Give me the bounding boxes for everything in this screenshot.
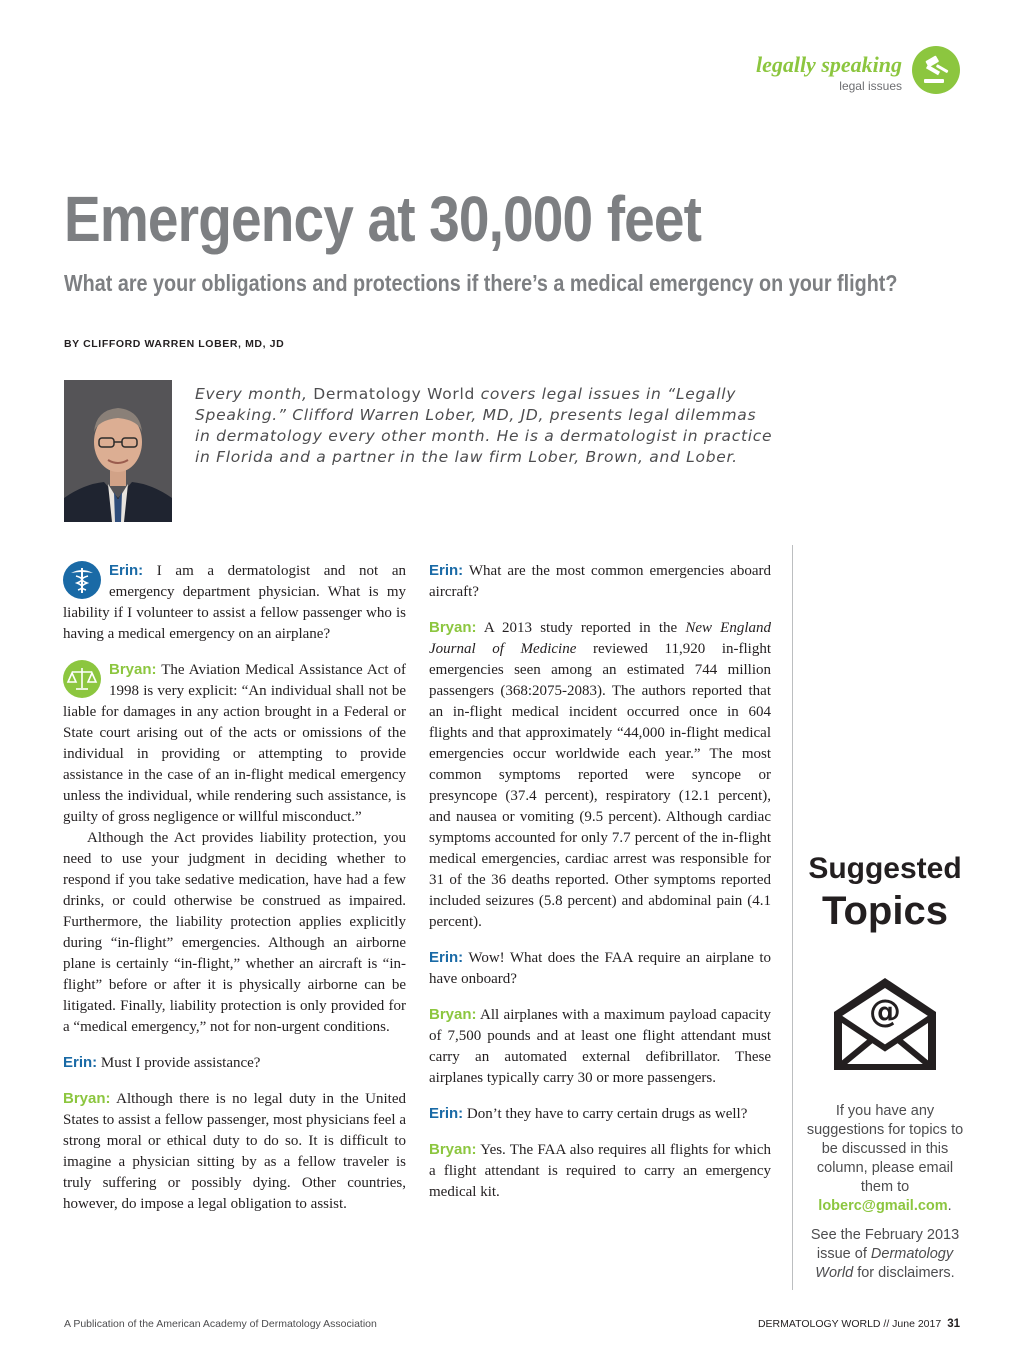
erin-question-2 (63, 1052, 406, 1074)
bryan-answer-4 (429, 1004, 771, 1089)
erin-q1-text: I am a dermatologist and not an emergency department physician. What is my liability if I volunteer to assist a fellow passenger who is having a medical emergency on an airplane? (63, 563, 406, 642)
erin-question-1 (63, 560, 406, 645)
intro-lead: Every month, (195, 385, 308, 403)
author-photo (64, 380, 172, 522)
scales-of-justice-icon (63, 660, 101, 698)
bryan-a3-post: reviewed 11,920 in-flight emergencies seen among an estimated 744 million passengers (368:2075-2083). The authors reported that an in-flight medical incident occurred once in 604 flights and that approximately “44,000 in-flight medical emergencies occur worldwide each year.” The most common symptoms reported were syncope or presyncope (37.4 percent), respiratory (12.1 percent), and nausea or vomiting (9.5 percent). Although cardiac symptoms accounted for only 7.7 percent of the in-flight medical emergencies, cardiac arrest was responsible for 31 of the 36 deaths reported. Other symptoms reported included seizures (5.8 percent) and abdominal pain (4.1 percent). (429, 641, 772, 930)
footer-issue (758, 1318, 960, 1330)
bryan-a5-text: Yes. The FAA also requires all flights for which a flight attendant is required to carry an emergency medical kit. (429, 1142, 771, 1200)
bryan-a3-pre: A 2013 study reported in the (483, 620, 678, 636)
speaker-erin: Erin: (109, 562, 144, 579)
bryan-answer-5 (429, 1139, 771, 1203)
suggested-topics-sidebar (800, 850, 970, 1283)
disclaimer-pre: See the February 2013 issue of (810, 1227, 960, 1262)
middle-column (429, 560, 771, 1217)
speaker-bryan: Bryan: (63, 1090, 111, 1107)
sidebar-title-line1: Suggested (808, 852, 962, 885)
bryan-answer-3 (429, 617, 771, 933)
email-envelope-icon (830, 974, 940, 1074)
footer-publication: A Publication of the American Academy of Dermatology Association (64, 1318, 377, 1330)
bryan-a1-p1-text: The Aviation Medical Assistance Act of 1998 is very explicit: “An individual shall not be liable for damages in any action brought in a Federal or State court arising out of the acts or omissions of the individual in providing or attempting to provide assistance in the case of an in-flight medical emergency unless the individual, while rendering such assistance, is guilty of gross negligence or willful misconduct.” (63, 662, 406, 825)
byline: BY CLIFFORD WARREN LOBER, MD, JD (64, 338, 285, 350)
disclaimer-post: for disclaimers. (857, 1265, 955, 1281)
sidebar-email-link[interactable]: loberc@gmail.com (818, 1198, 948, 1214)
erin-question-3 (429, 560, 771, 603)
sidebar-text-body: If you have any suggestions for topics to be discussed in this column, please email them to (806, 1103, 964, 1195)
section-badge (720, 44, 960, 100)
gavel-icon (912, 46, 960, 94)
article-subtitle: What are your obligations and protections if there’s a medical emergency on your flight? (64, 270, 898, 296)
svg-text:@: @ (869, 992, 901, 1030)
sidebar-period: . (947, 1198, 952, 1214)
speaker-erin: Erin: (429, 562, 464, 579)
intro-rest: covers legal issues in “Legally Speaking.” Clifford Warren Lober, MD, JD, presents legal dilemmas in dermatology every other month. He is a dermatologist in practice in Florida and a partner in the law firm Lober, Brown, and Lober. (195, 385, 773, 466)
speaker-bryan: Bryan: (429, 1141, 477, 1158)
medical-caduceus-icon (63, 561, 101, 599)
bryan-a4-text: All airplanes with a maximum payload capacity of 7,500 pounds and at least one flight attendant must carry an automated external defibrillator. These airplanes typically carry 30 or more passengers. (429, 1007, 771, 1086)
speaker-erin: Erin: (429, 1105, 464, 1122)
left-column (63, 560, 406, 1229)
section-subtitle: legal issues (839, 79, 902, 93)
erin-question-5 (429, 1103, 771, 1125)
sidebar-disclaimer (800, 1226, 970, 1283)
intro-publication: Dermatology World (313, 385, 476, 403)
bryan-answer-1-continued: Although the Act provides liability protection, you need to use your judgment in deciding whether to respond if you take sedative medication, have had a few drinks, or could otherwise be construed as impaired. Furthermore, the liability protection applies explicitly during “in-flight” emergencies. Although an airborne plane is certainly “in-flight,” whether an aircraft is “in-flight” before or after it is physically airborne can be litigated. Finally, liability protection is only provided for a “medical emergency,” not for non-urgent conditions. (63, 830, 406, 1035)
erin-q4-text: Wow! What does the FAA require an airplane to have onboard? (429, 950, 771, 987)
erin-q5-text: Don’t they have to carry certain drugs as well? (466, 1106, 748, 1122)
intro-text (195, 384, 775, 468)
speaker-bryan: Bryan: (429, 1006, 477, 1023)
speaker-bryan: Bryan: (109, 661, 157, 678)
sidebar-title-line2: Topics (822, 889, 948, 933)
article-title: Emergency at 30,000 feet (64, 183, 702, 255)
speaker-erin: Erin: (429, 949, 464, 966)
column-divider (792, 545, 793, 1290)
section-title: legally speaking (755, 52, 902, 77)
bryan-answer-1 (63, 659, 406, 828)
speaker-erin: Erin: (63, 1054, 98, 1071)
erin-q3-text: What are the most common emergencies aboard aircraft? (429, 563, 771, 600)
page-number: 31 (947, 1318, 960, 1330)
sidebar-text (800, 1102, 970, 1216)
journal-name: New England Journal of Medicine (429, 620, 771, 657)
bryan-answer-2 (63, 1088, 406, 1215)
bryan-a2-text: Although there is no legal duty in the United States to assist a fellow passenger, most physicians feel a strong moral or ethical duty to do so. It is difficult to imagine a physician sitting by as a fellow traveler is truly suffering or possibly dying. Other countries, however, do impose a legal obligation to assist. (63, 1091, 406, 1212)
erin-q2-text: Must I provide assistance? (100, 1055, 261, 1071)
speaker-bryan: Bryan: (429, 619, 477, 636)
disclaimer-publication: Dermatology World (815, 1246, 954, 1281)
erin-question-4 (429, 947, 771, 990)
footer-issue-label: DERMATOLOGY WORLD // June 2017 (757, 1318, 942, 1330)
